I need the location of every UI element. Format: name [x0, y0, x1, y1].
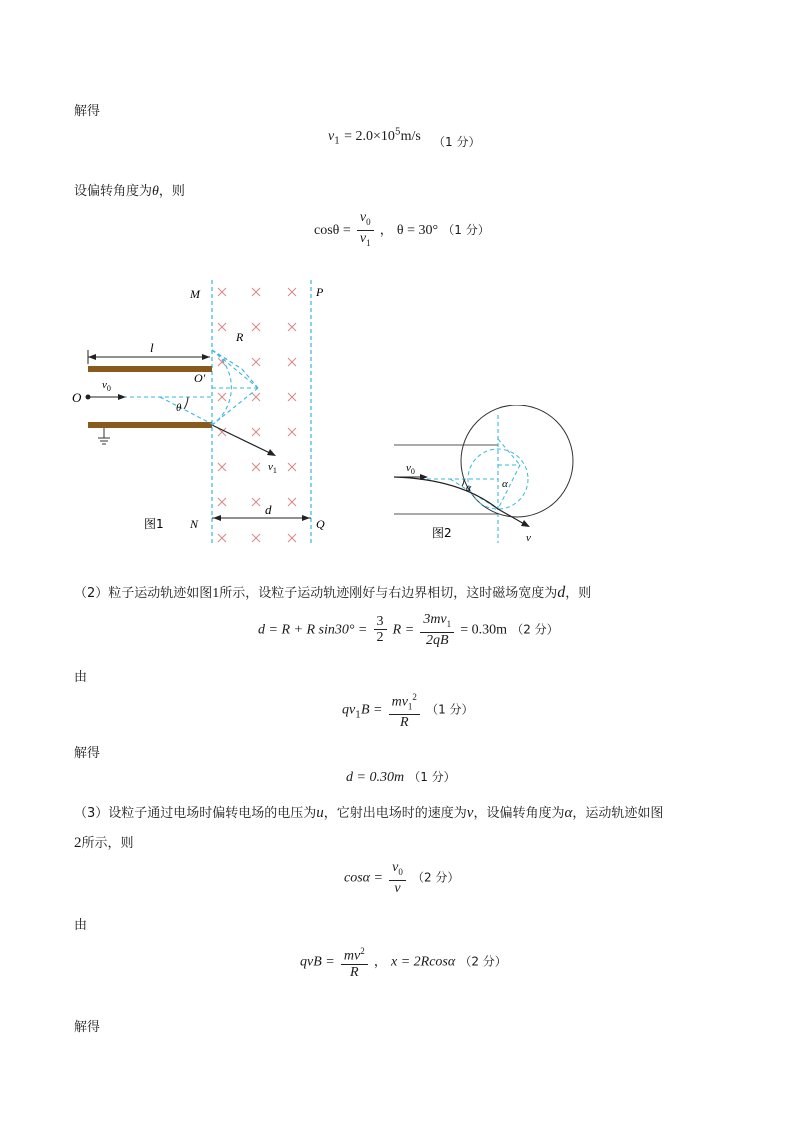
label-theta: θ: [176, 402, 182, 414]
eq4-num-sup: 2: [412, 692, 417, 702]
eq7-fraction: [341, 944, 368, 980]
eq3-c: = 0.30m: [460, 622, 508, 638]
label-q: Q: [316, 517, 325, 531]
eq3-f1den: 2: [376, 630, 384, 646]
eq1-unit: m/s: [400, 129, 421, 144]
part2-mid: 所示，设粒子运动轨迹刚好与右边界相切，这时磁场宽度为: [219, 586, 558, 601]
eq6-fraction: [389, 860, 406, 896]
part2-fig: 1: [212, 586, 220, 601]
text-part3-cont: [74, 832, 134, 852]
part3b-fig: 2: [74, 835, 82, 851]
part3-mid1: ，它射出电场时的速度为: [323, 806, 467, 821]
eq2-num: v: [359, 210, 367, 225]
label-d: d: [265, 502, 272, 517]
part3-alpha: α: [564, 805, 573, 821]
eq1-exp: 5: [394, 127, 401, 138]
eq2-rhs: θ = 30°: [396, 222, 439, 238]
eq6-num-sub: 0: [398, 866, 403, 877]
part3-u: u: [316, 805, 324, 821]
eq5-score: （1 分）: [408, 770, 456, 784]
eq7-rhs: x = 2Rcosα: [390, 954, 456, 970]
fig2-label-alpha-left: α: [466, 483, 472, 494]
eq1-lhs: v: [328, 129, 335, 144]
eq6-num: v: [392, 860, 399, 875]
lower-plate: [88, 422, 212, 428]
eq3-f1num: 3: [374, 614, 387, 630]
v1-arrow: [212, 425, 272, 454]
part3-v: v: [466, 805, 474, 821]
shepian-var: θ: [152, 184, 159, 199]
eq3-f2den: 2qB: [425, 632, 449, 648]
part3-mid2: ，设偏转角度为: [473, 806, 565, 821]
label-l: l: [150, 340, 154, 355]
eq3-frac1: [374, 614, 387, 645]
eq4-lhs2: B =: [360, 702, 383, 718]
part3-pre: （3）设粒子通过电场时偏转电场的电压为: [74, 806, 317, 821]
equation-d-result: [346, 768, 456, 786]
eq1-score: （1 分）: [433, 135, 481, 149]
part2-pre: （2）粒子运动轨迹如图: [74, 586, 213, 601]
eq2-den: v: [359, 230, 367, 246]
eq6-score: （2 分）: [411, 870, 460, 885]
equation-lorentz-1: [342, 690, 474, 730]
eq7-lhs: qvB =: [300, 954, 335, 970]
equation-cos-theta: [314, 210, 490, 251]
text-jiede-2: 解得: [74, 746, 101, 761]
equation-d: [258, 612, 559, 648]
eq7-score: （2 分）: [459, 954, 507, 969]
eq3-f2num: 3mv: [423, 612, 447, 627]
eq2-sep: ，: [379, 222, 393, 238]
text-you-2: 由: [74, 918, 88, 933]
eq4-fraction: [389, 690, 420, 730]
label-m: M: [190, 287, 200, 301]
fig2-label-v0: $v_0$: [406, 462, 415, 476]
eq7-den: R: [349, 964, 359, 980]
eq7-num: mv: [343, 948, 361, 964]
equation-lorentz-2: [300, 944, 507, 980]
eq1-rhs: = 2.0×10: [344, 129, 395, 144]
figure-2: [390, 405, 585, 545]
eq2-score: （1 分）: [442, 222, 490, 237]
equation-v1: [328, 127, 480, 147]
eq3-frac2: [420, 612, 454, 648]
eq2-den-sub: 1: [366, 237, 371, 248]
part2-var: d: [557, 584, 566, 601]
text-part2: [74, 582, 591, 602]
eq7-num-sup: 2: [360, 946, 365, 956]
part3b-post: 所示，则: [81, 836, 134, 851]
part3-post: ，运动轨迹如图: [572, 806, 664, 821]
eq3-score: （2 分）: [511, 622, 559, 637]
eq5-text: d = 0.30m: [346, 770, 405, 785]
shepian-post: ，则: [158, 184, 185, 199]
caption-fig1: 图1: [144, 517, 164, 531]
equation-cos-alpha: [344, 860, 459, 896]
eq4-num: mv: [391, 694, 408, 710]
eq4-den: R: [399, 715, 409, 731]
eq3-b: R =: [392, 622, 415, 638]
fig2-label-v: v: [526, 532, 531, 544]
eq1-lhs-sub: 1: [334, 136, 340, 147]
text-shepian: [74, 180, 185, 200]
text-jiede-3: 解得: [74, 1020, 101, 1035]
eq4-score: （1 分）: [426, 702, 474, 717]
label-n: N: [190, 517, 199, 531]
label-o-prime: O′: [194, 371, 206, 385]
caption-fig2: 图2: [432, 526, 452, 540]
shepian-pre: 设偏转角度为: [74, 184, 153, 199]
text-jiede-1: 解得: [74, 104, 101, 119]
eq3-a: d = R + R sin30° =: [258, 622, 368, 638]
label-r: R: [236, 330, 244, 344]
magnetic-field-crosses: [218, 288, 296, 542]
eq6-den: v: [394, 880, 401, 896]
eq7-sep: ，: [373, 954, 387, 970]
eq4-lhs-sub: 1: [355, 710, 361, 721]
part2-post: ，则: [565, 586, 592, 601]
label-v1: $v_1$: [268, 461, 277, 475]
label-p: P: [316, 285, 324, 299]
fig2-label-alpha-right: α: [502, 478, 508, 490]
figure-1: [60, 278, 370, 550]
text-you-1: 由: [74, 670, 88, 685]
text-part3: [74, 802, 663, 822]
eq2-lhs: cosθ =: [314, 222, 351, 238]
eq4-num-sub: 1: [407, 701, 413, 712]
eq2-fraction: [357, 210, 374, 251]
eq2-num-sub: 0: [366, 216, 371, 227]
eq4-lhs: qv: [342, 702, 356, 718]
eq6-lhs: cosα =: [344, 870, 383, 886]
eq3-f2num-sub: 1: [446, 618, 452, 629]
label-v0: $v_0$: [102, 379, 111, 393]
ground-icon: [98, 428, 110, 444]
label-o: O: [72, 390, 82, 405]
